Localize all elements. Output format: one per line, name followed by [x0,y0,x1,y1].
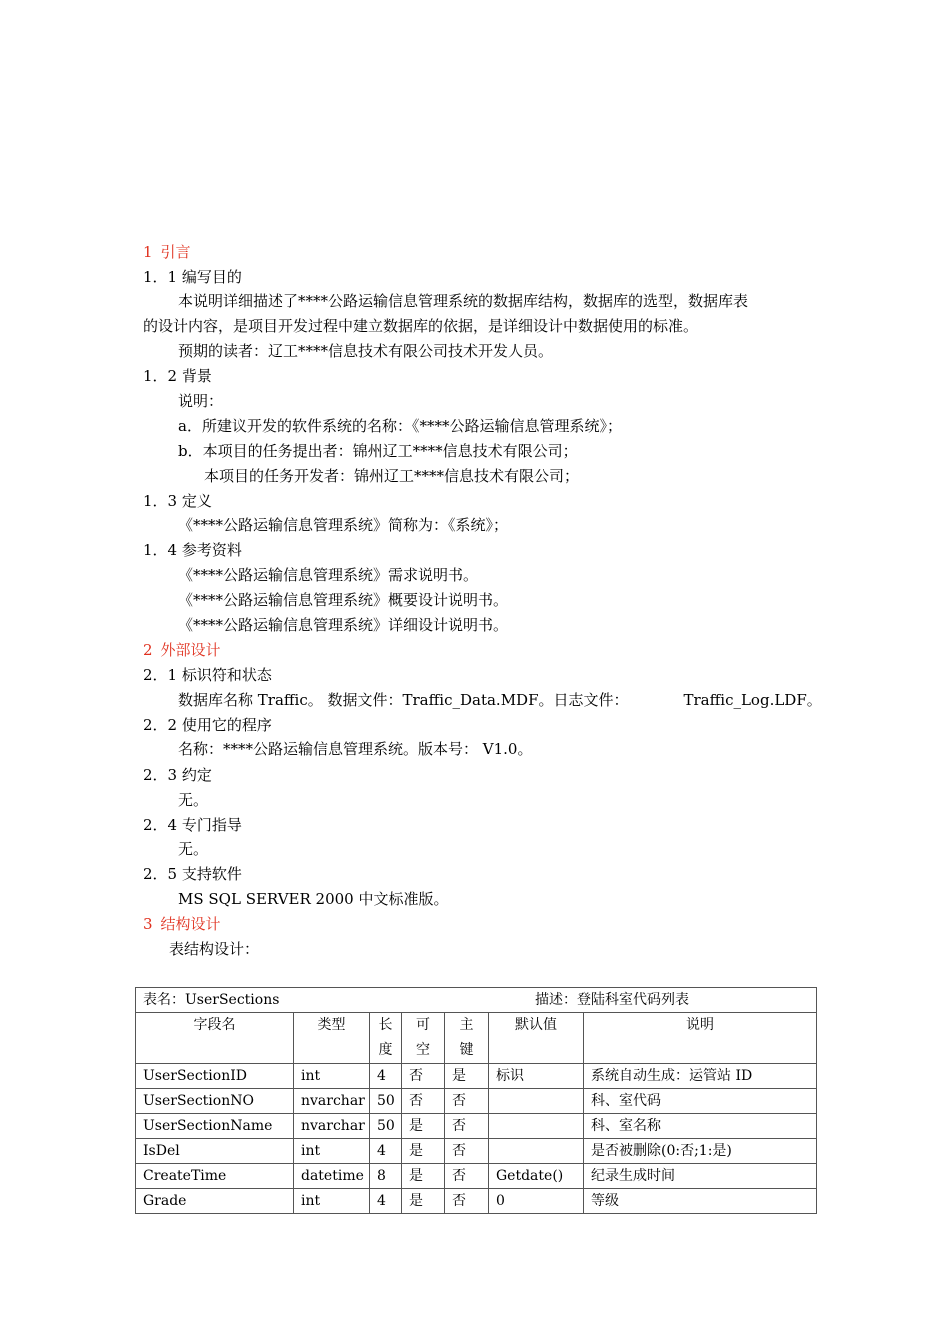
header-nullable-1: 可 [416,1017,430,1033]
program-text: 名称：****公路运输信息管理系统。版本号： V1.0。 [178,740,533,758]
section-title: 外部设计 [160,641,221,659]
subsection-1-4-heading: 1．4 参考资料 [143,541,242,559]
cell-field: CreateTime [136,1164,294,1189]
cell-primary-key: 否 [445,1114,489,1139]
background-item-b: b．本项目的任务提出者：锦州辽工****信息技术有限公司； [178,442,578,460]
identifier-text-b: Traffic_Log.LDF。 [683,691,822,709]
cell-type: nvarchar [294,1089,370,1114]
table-name: 表名：UserSections [143,992,280,1008]
identifier-text [178,690,822,710]
cell-primary-key: 否 [445,1189,489,1214]
cell-description: 是否被删除(0:否;1:是) [584,1139,817,1164]
cell-nullable: 是 [402,1164,445,1189]
paragraph-purpose-line1: 本说明详细描述了****公路运输信息管理系统的数据库结构，数据库的选型，数据库表 [178,292,749,310]
subsection-2-4-heading: 2．4 专门指导 [143,816,242,834]
table-caption [136,988,817,1013]
header-primary-key [445,1013,489,1064]
subsection-2-2-heading: 2．2 使用它的程序 [143,716,272,734]
header-pk-1: 主 [459,1017,474,1033]
cell-description: 纪录生成时间 [584,1164,817,1189]
table-row [136,1064,817,1089]
header-description: 说明 [584,1013,817,1064]
table-description: 描述：登陆科室代码列表 [535,992,689,1008]
header-nullable [402,1013,445,1064]
reference-item: 《****公路运输信息管理系统》详细设计说明书。 [178,616,509,634]
header-default: 默认值 [489,1013,584,1064]
subsection-2-3-heading: 2．3 约定 [143,766,212,784]
header-field: 字段名 [136,1013,294,1064]
cell-type: nvarchar [294,1114,370,1139]
table-header-row [136,1013,817,1064]
section-2-heading [143,640,221,660]
header-type: 类型 [294,1013,370,1064]
cell-field: UserSectionNO [136,1089,294,1114]
reference-item: 《****公路运输信息管理系统》概要设计说明书。 [178,591,509,609]
cell-type: int [294,1139,370,1164]
section-3-heading [143,914,221,934]
cell-description: 科、室代码 [584,1089,817,1114]
cell-default: Getdate() [489,1164,584,1189]
convention-text: 无。 [178,791,209,809]
paragraph-purpose-line2: 的设计内容，是项目开发过程中建立数据库的依据，是详细设计中数据使用的标准。 [143,317,699,335]
software-text: MS SQL SERVER 2000 中文标准版。 [178,890,449,908]
table-row [136,1139,817,1164]
definition-text: 《****公路运输信息管理系统》简称为：《系统》； [178,516,509,534]
cell-nullable: 否 [402,1089,445,1114]
identifier-text-a: 数据库名称 Traffic。 数据文件：Traffic_Data.MDF。日志文件： [178,691,629,709]
cell-field: UserSectionName [136,1114,294,1139]
cell-nullable: 是 [402,1189,445,1214]
subsection-1-3-heading: 1．3 定义 [143,492,212,510]
cell-length: 50 [370,1089,402,1114]
table-caption-row [136,988,817,1013]
background-item-b-cont: 本项目的任务开发者：锦州辽工****信息技术有限公司； [204,467,580,485]
table-row [136,1114,817,1139]
section-number: 1 [143,243,153,261]
cell-length: 4 [370,1064,402,1089]
header-nullable-2: 空 [416,1042,430,1058]
cell-default [489,1089,584,1114]
cell-type: int [294,1064,370,1089]
cell-primary-key: 是 [445,1064,489,1089]
subsection-2-1-heading: 2．1 标识符和状态 [143,666,272,684]
cell-length: 50 [370,1114,402,1139]
subsection-1-1-heading: 1．1 编写目的 [143,268,242,286]
cell-field: Grade [136,1189,294,1214]
cell-field: UserSectionID [136,1064,294,1089]
user-sections-table [135,987,817,1214]
paragraph-readers: 预期的读者：辽工****信息技术有限公司技术开发人员。 [178,342,554,360]
table-body [136,1064,817,1214]
section-title: 结构设计 [160,915,221,933]
cell-default [489,1139,584,1164]
cell-nullable: 是 [402,1114,445,1139]
cell-length: 4 [370,1139,402,1164]
header-length-2: 度 [378,1042,393,1058]
section-number: 3 [143,915,153,933]
cell-primary-key: 否 [445,1089,489,1114]
table-row [136,1164,817,1189]
section-1-heading [143,242,191,262]
section-title: 引言 [160,243,191,261]
table-design-intro: 表结构设计： [169,940,260,958]
header-length [370,1013,402,1064]
subsection-1-2-heading: 1．2 背景 [143,367,212,385]
cell-description: 系统自动生成：运管站 ID [584,1064,817,1089]
cell-length: 4 [370,1189,402,1214]
cell-description: 科、室名称 [584,1114,817,1139]
cell-length: 8 [370,1164,402,1189]
background-item-a: a．所建议开发的软件系统的名称：《****公路运输信息管理系统》； [178,417,622,435]
header-length-1: 长 [378,1017,393,1033]
cell-primary-key: 否 [445,1164,489,1189]
subsection-2-5-heading: 2．5 支持软件 [143,865,242,883]
cell-primary-key: 否 [445,1139,489,1164]
background-intro: 说明： [178,392,224,410]
cell-default: 0 [489,1189,584,1214]
guidance-text: 无。 [178,840,209,858]
cell-description: 等级 [584,1189,817,1214]
cell-nullable: 是 [402,1139,445,1164]
section-number: 2 [143,641,153,659]
cell-type: int [294,1189,370,1214]
table-row [136,1089,817,1114]
cell-field: IsDel [136,1139,294,1164]
cell-nullable: 否 [402,1064,445,1089]
cell-default: 标识 [489,1064,584,1089]
reference-item: 《****公路运输信息管理系统》需求说明书。 [178,566,479,584]
cell-type: datetime [294,1164,370,1189]
cell-default [489,1114,584,1139]
header-pk-2: 键 [459,1042,474,1058]
table-row [136,1189,817,1214]
